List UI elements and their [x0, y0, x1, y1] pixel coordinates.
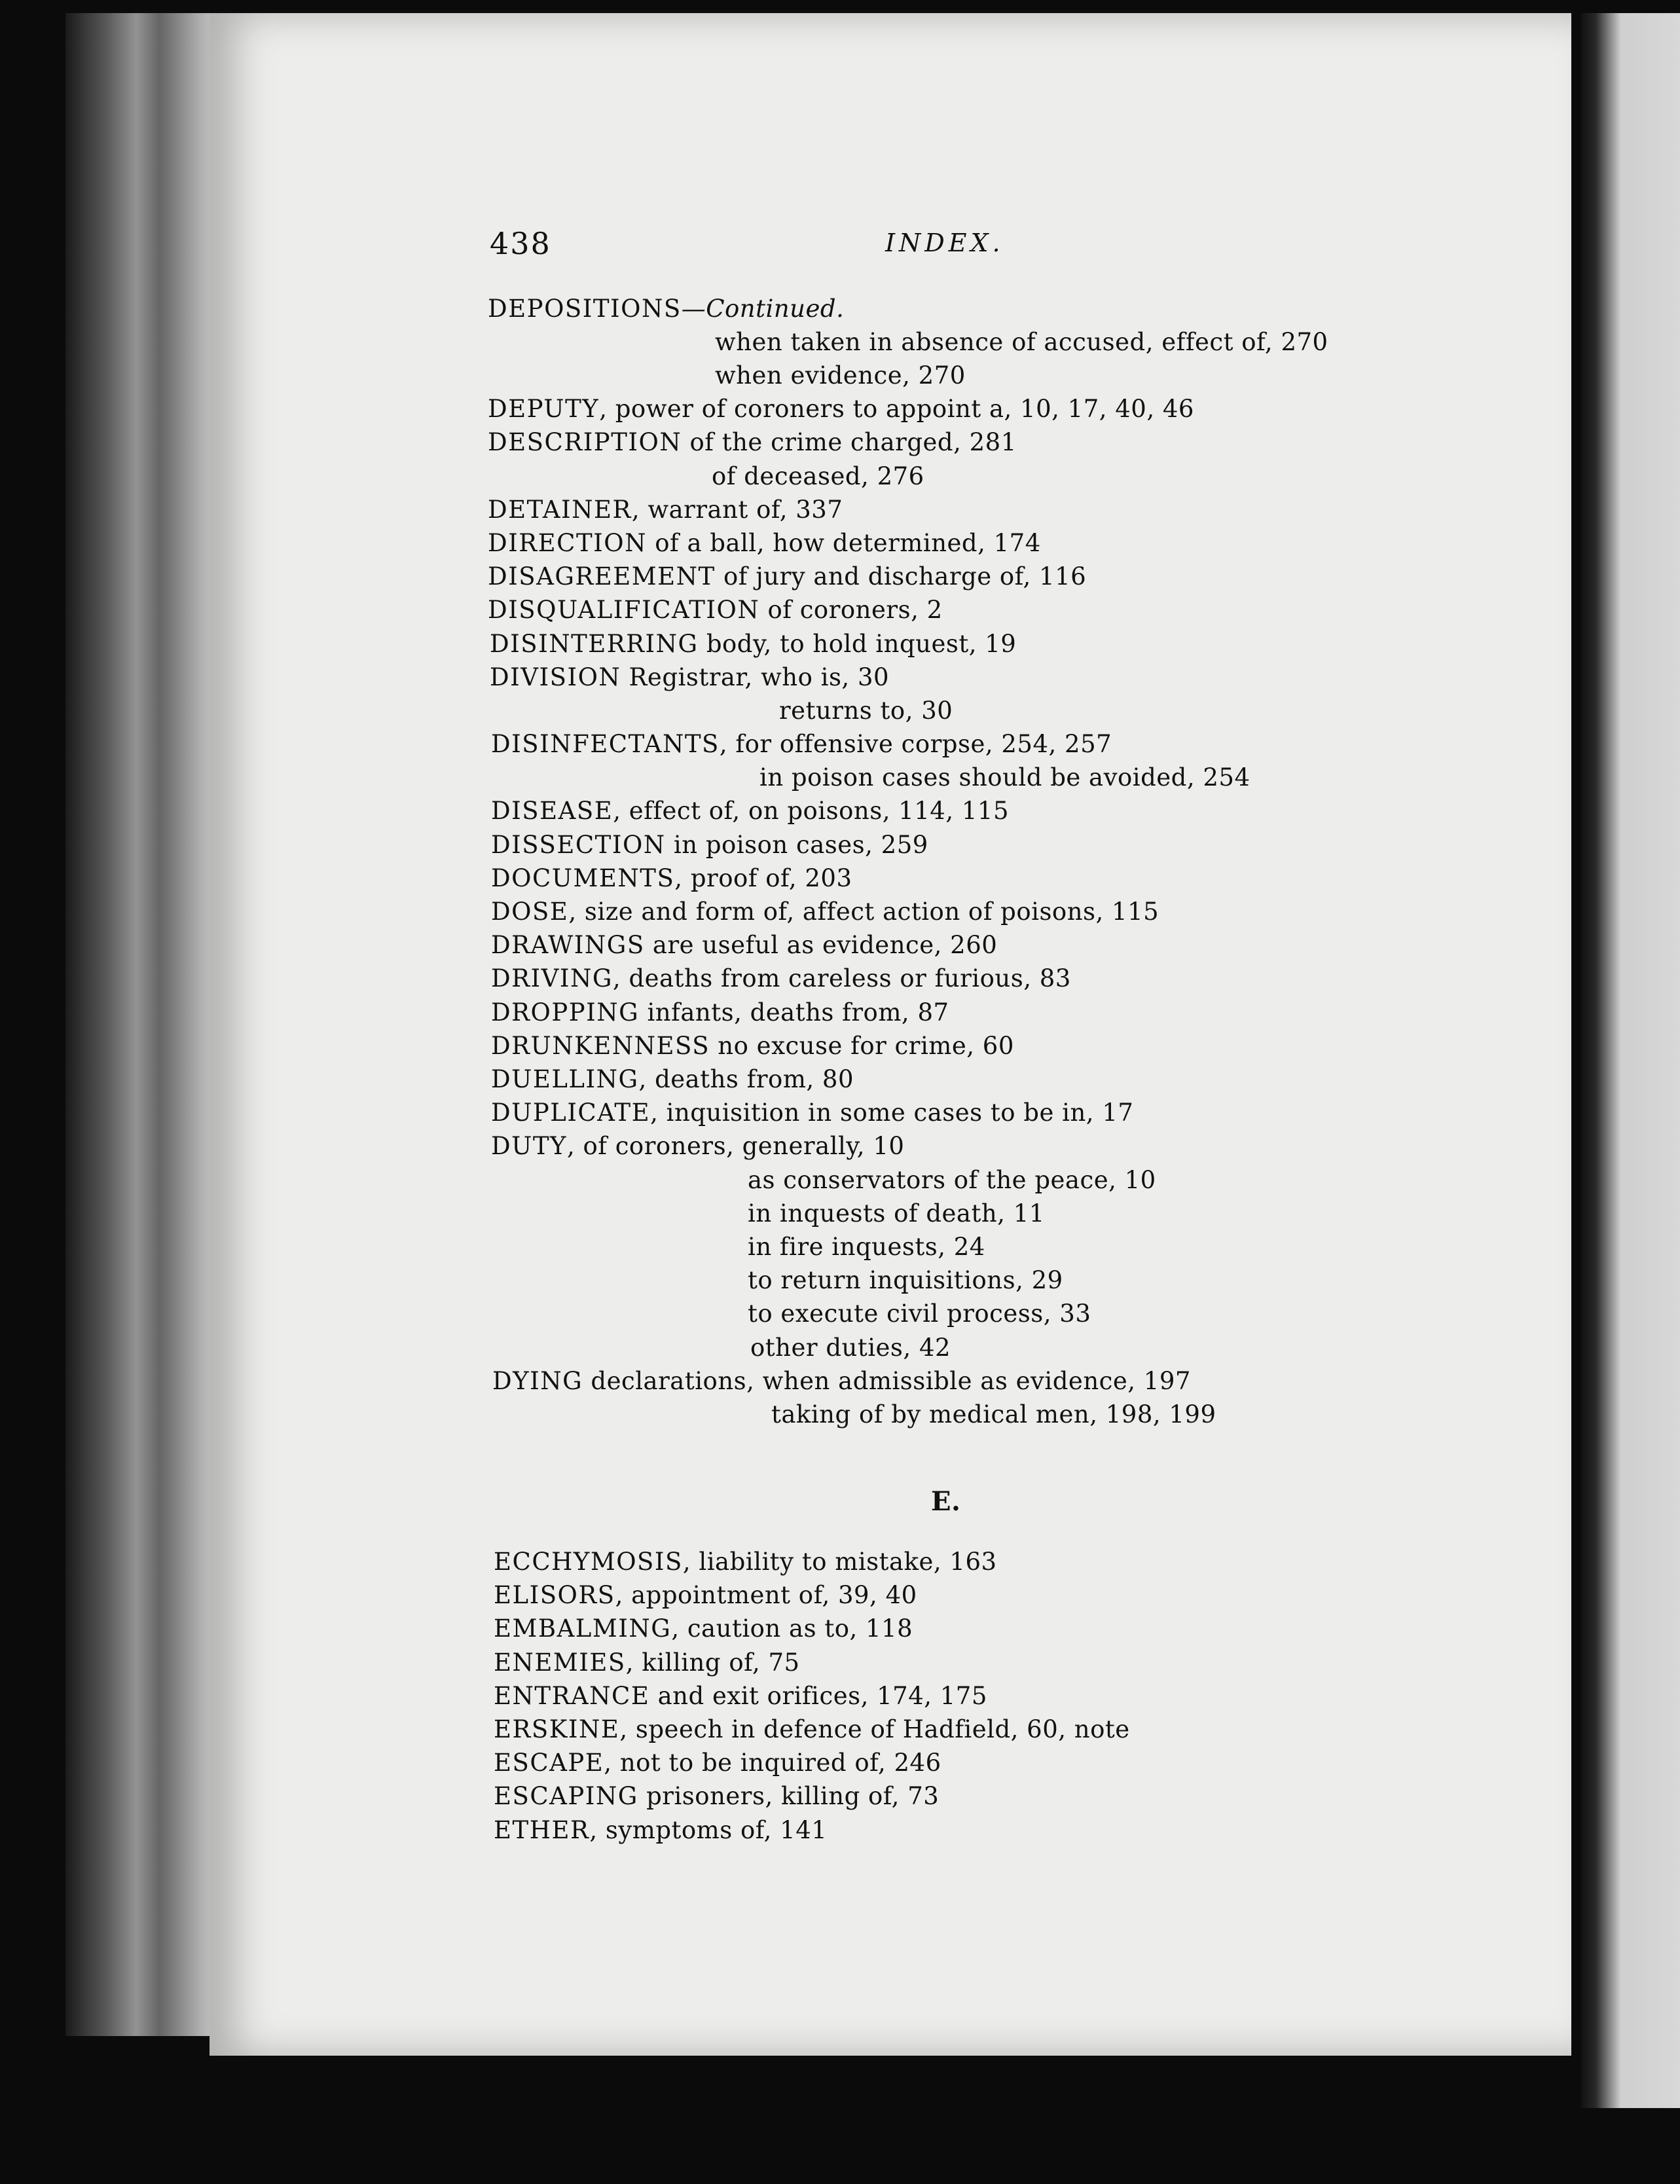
index-subentry: to return inquisitions, 29: [748, 1266, 1063, 1294]
index-subentry: returns to, 30: [779, 697, 953, 725]
index-entry: DOSE, size and form of, affect action of poisons, 115: [491, 898, 1160, 926]
index-entry: DISSECTION in poison cases, 259: [491, 831, 928, 859]
page-number: 438: [490, 226, 551, 261]
book-page-edges: [65, 13, 223, 2036]
index-entry: DROPPING infants, deaths from, 87: [491, 998, 949, 1027]
index-entry: DISINTERRING body, to hold inquest, 19: [490, 630, 1017, 658]
index-entry: DEPUTY, power of coroners to appoint a, 10, 17, 40, 46: [488, 395, 1194, 423]
index-entry: DESCRIPTION of the crime charged, 281: [488, 428, 1017, 456]
index-entry: ENTRANCE and exit orifices, 174, 175: [494, 1682, 987, 1710]
index-entry: ESCAPING prisoners, killing of, 73: [494, 1782, 940, 1810]
index-entry: DOCUMENTS, proof of, 203: [491, 864, 852, 892]
section-letter: E.: [931, 1486, 961, 1517]
index-entry: DRAWINGS are useful as evidence, 260: [491, 931, 998, 959]
index-entry: DYING declarations, when admissible as evidence, 197: [492, 1367, 1191, 1395]
page-header: [490, 226, 1210, 265]
index-entry: EMBALMING, caution as to, 118: [494, 1614, 913, 1643]
index-entry: DUPLICATE, inquisition in some cases to be in, 17: [491, 1099, 1134, 1127]
index-entry: ERSKINE, speech in defence of Hadfield, 60, note: [494, 1715, 1130, 1743]
index-entry: DIRECTION of a ball, how determined, 174: [488, 529, 1041, 557]
index-entry: DUELLING, deaths from, 80: [491, 1065, 854, 1093]
index-subentry: when evidence, 270: [715, 361, 966, 390]
index-subentry: other duties, 42: [750, 1334, 951, 1362]
index-entry: ECCHYMOSIS, liability to mistake, 163: [494, 1548, 997, 1576]
index-subentry: when taken in absence of accused, effect of, 270: [715, 328, 1328, 356]
index-subentry: taking of by medical men, 198, 199: [771, 1400, 1216, 1429]
index-entry: DRIVING, deaths from careless or furious, 83: [491, 964, 1071, 992]
running-head: INDEX.: [885, 228, 1004, 257]
index-entry: DRUNKENNESS no excuse for crime, 60: [491, 1032, 1014, 1060]
index-entry: DIVISION Registrar, who is, 30: [490, 663, 890, 691]
index-entry: ESCAPE, not to be inquired of, 246: [494, 1749, 941, 1777]
index-subentry: of deceased, 276: [712, 462, 924, 490]
index-entry: ENEMIES, killing of, 75: [494, 1648, 800, 1677]
index-entry: DETAINER, warrant of, 337: [488, 496, 843, 524]
index-entry: ELISORS, appointment of, 39, 40: [494, 1581, 917, 1609]
index-subentry: as conservators of the peace, 10: [748, 1166, 1156, 1194]
index-subentry: in poison cases should be avoided, 254: [759, 763, 1251, 792]
index-entry: DEPOSITIONS—Continued.: [488, 295, 845, 323]
index-entry: DUTY, of coroners, generally, 10: [491, 1132, 905, 1160]
index-subentry: in inquests of death, 11: [748, 1199, 1045, 1228]
index-entry: DISAGREEMENT of jury and discharge of, 116: [488, 562, 1087, 591]
index-entry: ETHER, symptoms of, 141: [494, 1816, 828, 1844]
index-entry: DISQUALIFICATION of coroners, 2: [488, 596, 943, 624]
index-subentry: to execute civil process, 33: [748, 1300, 1091, 1328]
index-entry: DISEASE, effect of, on poisons, 114, 115: [491, 797, 1009, 825]
facing-page-edge: [1581, 13, 1680, 2108]
index-subentry: in fire inquests, 24: [748, 1233, 985, 1261]
index-entry: DISINFECTANTS, for offensive corpse, 254, 257: [491, 730, 1112, 758]
